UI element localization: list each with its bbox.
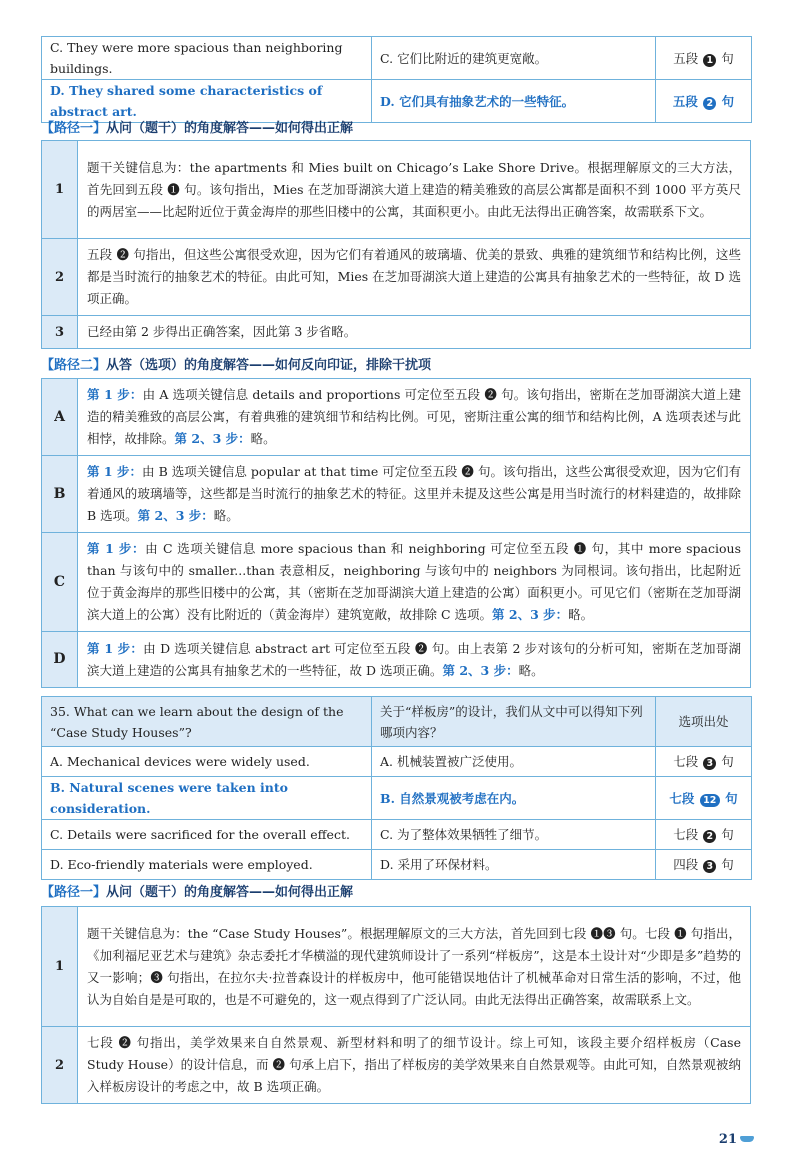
step-text: 题干关键信息为：the apartments 和 Mies built on Chicago’s Lake Shore Drive。根据理解原文的三大方法，首先回到五段 ❶ 句。该句指出，Mies 在芝加哥湖滨大道上建造的精美雅致的高层公寓都是面积不到 1000 平方英尺的两居室——比起附近位于黄金海岸的那些旧楼中的公寓，其面积更小。由此无法得出正确答案，故需联系下文。: [78, 141, 751, 239]
option-check-text: 第 1 步：由 A 选项关键信息 details and proportions 可定位至五段 ❷ 句。该句指出，密斯在芝加哥湖滨大道上建造的精美雅致的高层公寓，有着典雅的建筑细节和结构比例。可见，密斯注重公寓的细节和结构比例，A 选项表述与此相悖，故排除。第 2、3 步：略。: [78, 379, 751, 456]
step-number: 1: [42, 141, 78, 239]
option-check-row: [42, 533, 751, 632]
page-number: 21: [719, 1132, 754, 1147]
sentence-number-badge: 2: [703, 97, 716, 110]
option-en: D. They shared some characteristics of abstract art.: [42, 80, 372, 123]
option-cn: C. 它们比附近的建筑更宽敞。: [372, 37, 656, 80]
option-cn: D. 它们具有抽象艺术的一些特征。: [372, 80, 656, 123]
option-en: B. Natural scenes were taken into consideration.: [42, 777, 372, 820]
option-cn: B. 自然景观被考虑在内。: [372, 777, 656, 820]
option-check-text: 第 1 步：由 D 选项关键信息 abstract art 可定位至五段 ❷ 句。由上表第 2 步对该句的分析可知，密斯在芝加哥湖滨大道上建造的公寓具有抽象艺术的一些特征，故 D 选项正确。第 2、3 步：略。: [78, 632, 751, 688]
option-cn: D. 采用了环保材料。: [372, 850, 656, 880]
step-row: [42, 1027, 751, 1104]
route1-q35-steps-table: [41, 906, 751, 1104]
option-check-text: 第 1 步：由 B 选项关键信息 popular at that time 可定位至五段 ❷ 句。该句指出，这些公寓很受欢迎，因为它们有着通风的玻璃墙等，这些都是当时流行的抽象艺术的特征。这里并未提及这些公寓是用当时流行的材料建造的，故排除 B 选项。第 2、3 步：略。: [78, 456, 751, 533]
option-cn: A. 机械装置被广泛使用。: [372, 747, 656, 777]
step-row: [42, 316, 751, 349]
question-cn: 关于“样板房”的设计，我们从文中可以得知下列哪项内容？: [372, 697, 656, 747]
option-letter: B: [42, 456, 78, 533]
option-en: C. Details were sacrificed for the overall effect.: [42, 820, 372, 850]
q35-table: [41, 696, 752, 880]
option-row: [42, 37, 752, 80]
option-source: 七段 12 句: [656, 777, 752, 820]
option-source: 七段 3 句: [656, 747, 752, 777]
route-heading: 【路径一】从问（题干）的角度解答——如何得出正解: [41, 121, 354, 136]
option-en: D. Eco-friendly materials were employed.: [42, 850, 372, 880]
option-check-row: [42, 632, 751, 688]
option-en: C. They were more spacious than neighboring buildings.: [42, 37, 372, 80]
option-row: [42, 820, 752, 850]
step-text: 七段 ❷ 句指出，美学效果来自自然景观、新型材料和明了的细节设计。综上可知，该段主要介绍样板房（Case Study House）的设计信息，而 ❷ 句承上启下，指出了样板房的美学效果来自自然景观等。由此可知，自然景观被纳入样板房设计的考虑之中，故 B 选项正确。: [78, 1027, 751, 1104]
sentence-number-badge: 3: [703, 860, 716, 873]
source-header: 选项出处: [656, 697, 752, 747]
option-letter: D: [42, 632, 78, 688]
option-check-text: 第 1 步：由 C 选项关键信息 more spacious than 和 neighboring 可定位至五段 ❶ 句，其中 more spacious than 与该句中的 smaller...than 表意相反，neighboring 与该句中的 neighbors 为同根词。该句指出，比起附近位于黄金海岸的那些旧楼中的公寓，其（密斯在芝加哥湖滨大道上建造的公寓）面积更小。可见它们（密斯在芝加哥湖滨大道上的公寓）没有比附近的（黄金海岸）建筑宽敞，故排除 C 选项。第 2、3 步：略。: [78, 533, 751, 632]
sentence-number-badge: 1: [703, 54, 716, 67]
graduation-cap-icon: [740, 1136, 754, 1142]
option-letter: A: [42, 379, 78, 456]
step-number: 3: [42, 316, 78, 349]
option-check-row: [42, 379, 751, 456]
step-row: [42, 141, 751, 239]
route2-options-table: [41, 378, 751, 688]
step-text: 题干关键信息为：the “Case Study Houses”。根据理解原文的三大方法，首先回到七段 ❶❸ 句。七段 ❶ 句指出，《加利福尼亚艺术与建筑》杂志委托才华横溢的现代建筑师设计了一系列“样板房”，这是本土设计对“少即是多”趋势的又一影响；❸ 句指出，在拉尔夫·拉普森设计的样板房中，他可能错误地估计了机械革命对日常生活的影响，不过，他认为自始自是是可取的，也是不可避免的，这一观点得到了广泛认同。由此无法得出正确答案，故需联系上文。: [78, 907, 751, 1027]
step-text: 五段 ❷ 句指出，但这些公寓很受欢迎，因为它们有着通风的玻璃墙、优美的景致、典雅的建筑细节和结构比例，这些都是当时流行的抽象艺术的特征。由此可知，Mies 在芝加哥湖滨大道上建造的公寓具有抽象艺术的一些特征，故 D 选项正确。: [78, 239, 751, 316]
option-letter: C: [42, 533, 78, 632]
option-source: 五段 1 句: [656, 37, 752, 80]
option-cn: C. 为了整体效果牺牲了细节。: [372, 820, 656, 850]
question-header-row: [42, 697, 752, 747]
sentence-number-badge: 3: [703, 757, 716, 770]
step-row: [42, 907, 751, 1027]
step-number: 1: [42, 907, 78, 1027]
step-number: 2: [42, 1027, 78, 1104]
option-source: 四段 3 句: [656, 850, 752, 880]
route-heading: 【路径二】从答（选项）的角度解答——如何反向印证，排除干扰项: [41, 358, 432, 373]
step-text: 已经由第 2 步得出正确答案，因此第 3 步省略。: [78, 316, 751, 349]
option-row: [42, 850, 752, 880]
sentence-number-badge: 12: [700, 794, 720, 807]
option-check-row: [42, 456, 751, 533]
option-row-correct: [42, 777, 752, 820]
option-source: 七段 2 句: [656, 820, 752, 850]
route1-steps-table: [41, 140, 751, 349]
route-heading: 【路径一】从问（题干）的角度解答——如何得出正解: [41, 885, 354, 900]
option-source: 五段 2 句: [656, 80, 752, 123]
step-row: [42, 239, 751, 316]
sentence-number-badge: 2: [703, 830, 716, 843]
option-en: A. Mechanical devices were widely used.: [42, 747, 372, 777]
q34-options-table: [41, 36, 752, 123]
question-en: 35. What can we learn about the design of the “Case Study Houses”?: [42, 697, 372, 747]
option-row: [42, 747, 752, 777]
step-number: 2: [42, 239, 78, 316]
